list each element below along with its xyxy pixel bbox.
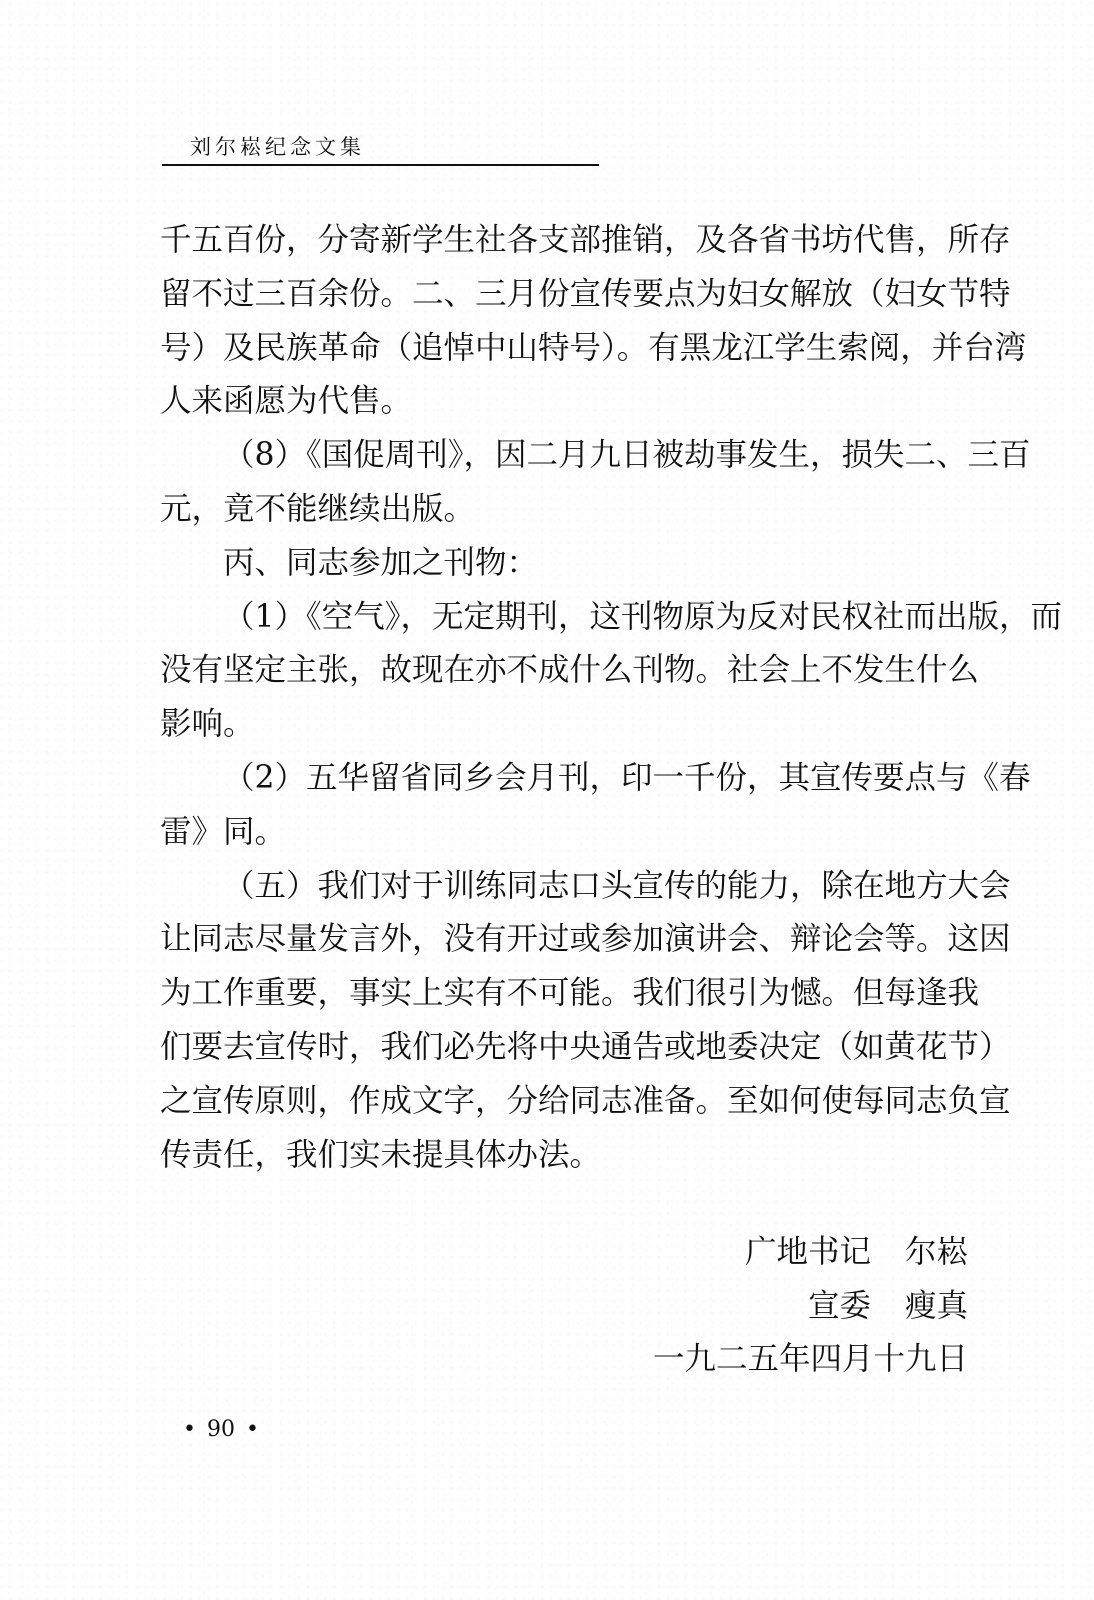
text-line: 们要去宣传时，我们必先将中央通告或地委决定（如黄花节） [160,1028,1011,1065]
text-line: （8）《国促周刊》，因二月九日被劫事发生，损失二、三百 [223,437,1031,474]
signature-role: 宣委 [807,1288,871,1324]
text-line: 留不过三百余份。二、三月份宣传要点为妇女解放（妇女节特 [160,275,1011,312]
text-line: 元，竟不能继续出版。 [160,490,476,527]
text-line: 传责任，我们实未提具体办法。 [160,1136,602,1173]
text-line: 人来函愿为代售。 [160,383,413,420]
text-line: 千五百份，分寄新学生社各支部推销，及各省书坊代售，所存 [160,222,1011,258]
body-text [160,214,1063,1182]
signature-name: 尔崧 [904,1234,968,1270]
page-number-value: 90 [206,1417,235,1442]
signature-line-propaganda [368,1286,968,1326]
text-line: （2）五华留省同乡会月刊，印一千份，其宣传要点与《春 [223,759,1031,796]
signature-role: 广地书记 [744,1234,871,1270]
text-line: 让同志尽量发言外，没有开过或参加演讲会、辩论会等。这因 [160,921,1011,958]
text-line: （五）我们对于训练同志口头宣传的能力，除在地方大会 [223,867,1011,904]
page-number [172,1417,270,1442]
text-line: 影响。 [160,706,255,743]
page-number-dot-right: • [245,1417,259,1442]
text-line: 雷》同。 [160,813,287,850]
signature-name: 瘦真 [904,1288,968,1324]
text-line: 之宣传原则，作成文字，分给同志准备。至如何使每同志负宣 [160,1082,1011,1119]
text-line: （1）《空气》，无定期刊，这刊物原为反对民权社而出版，而 [223,598,1063,635]
running-header-title: 刘尔崧纪念文集 [190,135,365,159]
text-line: 没有坚定主张，故现在亦不成什么刊物。社会上不发生什么 [160,652,980,689]
signature-line-secretary [368,1232,968,1272]
text-line: 号）及民族革命（追悼中山特号）。有黑龙江学生索阅，并台湾 [160,329,1027,366]
signature-date: 一九二五年四月十九日 [652,1341,968,1377]
text-line: 丙、同志参加之刊物： [223,544,539,581]
text-line: 为工作重要，事实上实有不可能。我们很引为憾。但每逢我 [160,975,980,1012]
header-rule [162,164,599,166]
page-number-dot-left: • [183,1417,196,1442]
